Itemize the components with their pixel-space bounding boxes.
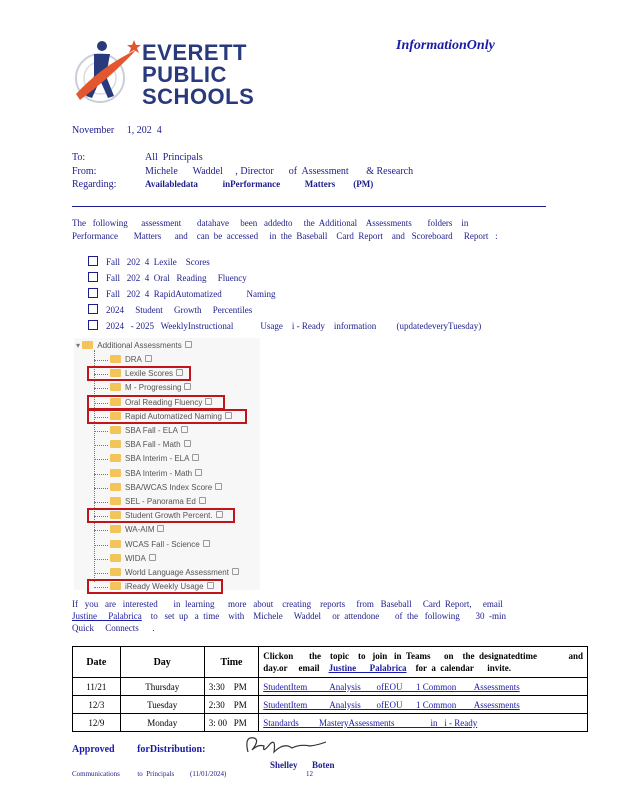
tree-connector <box>94 530 108 531</box>
lock-icon <box>145 355 152 362</box>
list-item: Fall 202 4 Lexile Scores <box>88 256 210 267</box>
folder-label: M - Progressing <box>125 383 182 393</box>
folder-icon <box>110 383 121 391</box>
lock-icon <box>149 554 156 561</box>
lock-icon <box>184 440 191 447</box>
checkbox-bullet-icon <box>88 304 98 314</box>
tree-connector <box>94 488 108 489</box>
table-row: 12/3 Tuesday 2:30 PM StudentItem Analysis ofEOU 1 Common Assessments <box>73 696 588 714</box>
folder-icon <box>110 483 121 491</box>
folder-label: WA-AIM <box>125 525 155 535</box>
lock-icon <box>185 341 192 348</box>
lock-icon <box>195 469 202 476</box>
topic-link[interactable]: StudentItem Analysis ofEOU 1 Common Assessments <box>263 681 520 692</box>
folder-icon <box>110 355 121 363</box>
logo-line-2: PUBLIC <box>142 62 227 87</box>
tree-connector <box>94 431 108 432</box>
intro-line-2: Performance Matters and can be accessed in the Baseball Card Report and Scoreboard Report : <box>72 231 498 241</box>
tree-folder-item[interactable] <box>110 469 202 478</box>
email-link-justine[interactable]: Justine Palabrica <box>72 611 142 621</box>
folder-label: World Language Assessment <box>125 568 229 577</box>
highlight-box <box>87 579 223 594</box>
folder-label: SBA Interim - Math <box>125 468 193 478</box>
header-note: Clickon the topic to join in Teams on the designatedtime and day.or email Justine Palabrica for a calendar invite. <box>259 647 588 678</box>
closing-line-3: Quick Connects . <box>72 623 155 633</box>
tree-connector <box>94 445 108 446</box>
table-header-row <box>73 647 588 678</box>
folder-label: SBA/WCAS Index Score <box>125 482 213 492</box>
tree-folder-item[interactable] <box>110 540 210 549</box>
table-row: 11/21 Thursday 3:30 PM StudentItem Analysis ofEOU 1 Common Assessments <box>73 678 588 696</box>
folder-label: SBA Interim - ELA <box>125 454 190 464</box>
tree-folder-item[interactable] <box>110 355 152 364</box>
signer-first-name: Shelley <box>270 760 298 770</box>
folder-icon <box>110 497 121 505</box>
list-item: 2024 Student Growth Percentiles <box>88 304 252 315</box>
folder-icon <box>110 554 121 562</box>
tree-folder-item[interactable] <box>110 497 206 506</box>
folder-icon <box>82 341 93 349</box>
memo-date: November 1, 202 4 <box>72 125 162 136</box>
tree-folder-item[interactable] <box>110 426 188 435</box>
checkbox-bullet-icon <box>88 288 98 298</box>
lock-icon <box>184 383 191 390</box>
approved-label: Approved forDistribution: <box>72 744 206 755</box>
memo-from-value: Michele Waddel , Director of Assessment & Research <box>145 166 414 177</box>
swoosh-figure-icon <box>72 36 142 111</box>
highlight-box <box>87 395 225 410</box>
tree-folder-item[interactable] <box>110 383 191 392</box>
memo-from-label: From: <box>72 166 97 177</box>
topic-link[interactable]: StudentItem Analysis ofEOU 1 Common Assessments <box>263 699 520 710</box>
folder-label: WIDA <box>125 553 146 563</box>
intro-line-1: The following assessment datahave been addedto the Additional Assessments folders in <box>72 218 469 228</box>
list-item: 2024 - 2025 WeeklyInstructional Usage i - Ready information (updatedeveryTuesday) <box>88 320 481 331</box>
folder-label: WCAS Fall - Science <box>125 539 200 549</box>
closing-line-1: If you are interested in learning more about creating reports from Baseball Card Report, email <box>72 599 503 609</box>
logo-line-3: SCHOOLS <box>142 84 255 109</box>
list-item: Fall 202 4 Oral Reading Fluency <box>88 272 247 283</box>
header-day: Day <box>120 647 204 678</box>
checkbox-bullet-icon <box>88 272 98 282</box>
tree-folder-item[interactable] <box>110 483 222 492</box>
highlight-box <box>87 366 191 381</box>
tree-connector <box>94 559 108 560</box>
checkbox-bullet-icon <box>88 256 98 266</box>
tree-connector <box>94 573 108 574</box>
email-link-justine-table[interactable]: Justine Palabrica <box>328 663 407 673</box>
tree-folder-item[interactable] <box>110 454 199 463</box>
table-row: 12/9 Monday 3: 00 PM Standards MasteryAssessments in i - Ready <box>73 714 588 732</box>
memo-re-value: Availabledata inPerformance Matters (PM) <box>145 179 374 189</box>
tree-folder-item[interactable] <box>110 568 239 577</box>
folder-icon <box>110 454 121 462</box>
folder-icon <box>110 469 121 477</box>
tree-connector <box>94 360 108 361</box>
lock-icon <box>157 525 164 532</box>
signer-last-name: Boten <box>312 760 335 770</box>
list-item: Fall 202 4 RapidAutomatized Naming <box>88 288 275 299</box>
checkbox-bullet-icon <box>88 320 98 330</box>
folder-label: Rapid Automatized Naming <box>125 411 222 421</box>
lock-icon <box>192 454 199 461</box>
memo-to-label: To: <box>72 152 86 163</box>
information-only-tag: InformationOnly <box>396 38 495 53</box>
signature-image <box>240 730 330 760</box>
tree-connector <box>94 474 108 475</box>
memo-re-label: Regarding: <box>72 179 117 190</box>
folder-label: Oral Reading Fluency <box>125 397 203 407</box>
tree-guide-line <box>94 350 95 582</box>
lock-icon <box>199 497 206 504</box>
tree-folder-item[interactable] <box>110 554 156 563</box>
folder-label: SEL - Panorama Ed <box>125 497 196 506</box>
tree-folder-item[interactable] <box>110 525 164 534</box>
highlight-box <box>87 409 247 424</box>
lock-icon <box>232 568 239 575</box>
folder-tree-screenshot <box>74 338 260 590</box>
district-logo <box>72 36 255 111</box>
lock-icon <box>203 540 210 547</box>
tree-root[interactable]: ▾ Additional Assessments <box>76 341 192 350</box>
closing-line-2: Justine Palabrica to set up a time with Michele Waddel or attendone of the following 30 -min <box>72 611 507 621</box>
folder-label: Lexile Scores <box>125 369 174 379</box>
lock-icon <box>215 483 222 490</box>
expand-icon[interactable]: ▾ <box>76 341 81 350</box>
header-divider <box>72 206 546 207</box>
topic-link[interactable]: Standards MasteryAssessments in i - Ready <box>263 717 478 728</box>
tree-connector <box>94 459 108 460</box>
folder-label: DRA <box>125 355 142 364</box>
folder-icon <box>110 525 121 533</box>
footer-left: Communications to Principals (11/01/2024) <box>72 770 227 778</box>
folder-icon <box>110 440 121 448</box>
folder-icon <box>110 568 121 576</box>
tree-folder-item[interactable] <box>110 440 191 449</box>
tree-connector <box>94 388 108 389</box>
memo-to-value: All Principals <box>145 152 203 163</box>
logo-line-1: EVERETT <box>142 40 247 65</box>
lock-icon <box>181 426 188 433</box>
folder-label: iReady Weekly Usage <box>125 582 204 592</box>
header-time: Time <box>204 647 258 678</box>
header-date: Date <box>73 647 121 678</box>
folder-label: Student Growth Percent. <box>125 511 213 521</box>
highlight-box <box>87 508 235 523</box>
page-number: 12 <box>306 770 313 778</box>
folder-label: SBA Fall - ELA <box>125 426 178 435</box>
tree-connector <box>94 502 108 503</box>
folder-label: SBA Fall - Math <box>125 440 181 450</box>
tree-connector <box>94 545 108 546</box>
schedule-table <box>72 646 588 732</box>
folder-icon <box>110 426 121 434</box>
folder-icon <box>110 540 121 548</box>
